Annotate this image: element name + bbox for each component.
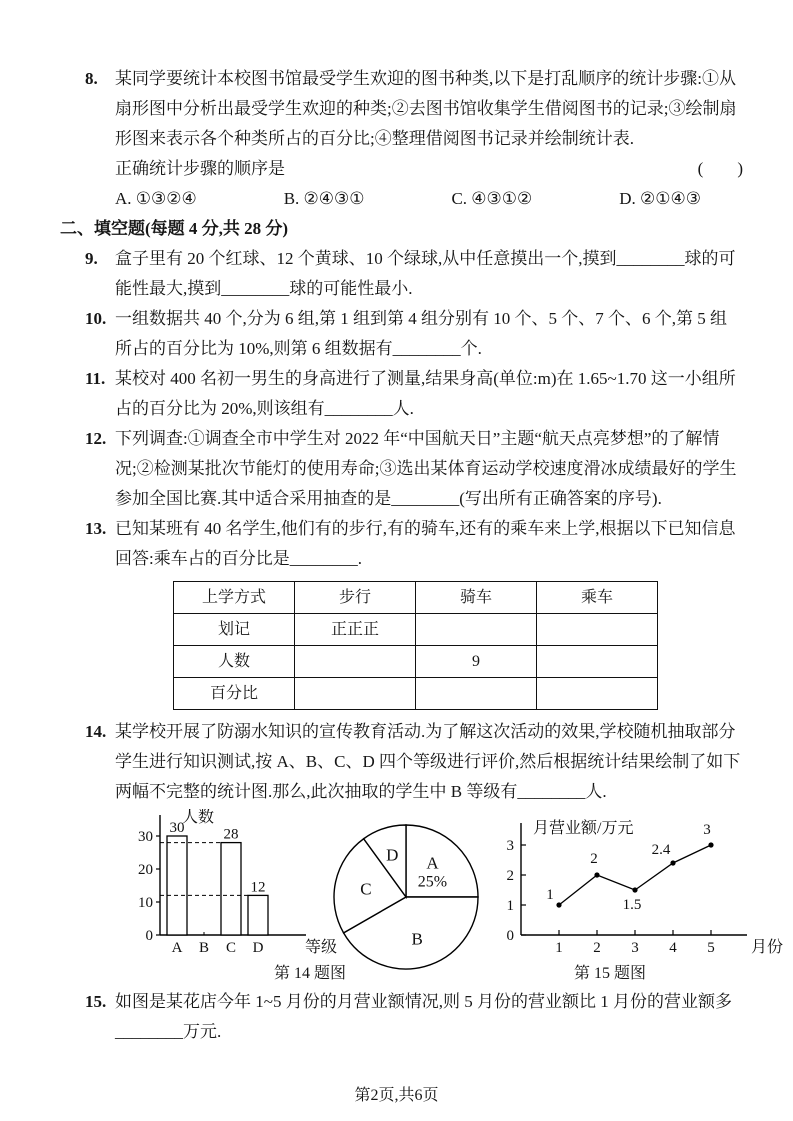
question-11: [85, 364, 743, 424]
question-text: 一组数据共 40 个,分为 6 组,第 1 组到第 4 组分别有 10 个、5 个、7 个、6 个,第 5 组所占的百分比为 10%,则第 6 组数据有________个.: [115, 309, 727, 358]
table-cell: [537, 614, 658, 646]
x-tick-label: D: [252, 940, 264, 956]
y-axis-label: 月营业额/万元: [533, 820, 634, 837]
question-number: 14.: [85, 722, 107, 741]
question-number: 12.: [85, 429, 107, 448]
y-tick-label: 2: [506, 868, 514, 884]
pie-slice-label: C: [360, 879, 372, 899]
pie-slice-label: A: [426, 853, 439, 873]
line-chart: [485, 811, 785, 961]
question-13: [85, 514, 743, 574]
table-cell: [295, 646, 416, 678]
y-tick-label: 1: [506, 898, 514, 914]
y-tick-label: 0: [506, 928, 514, 944]
question-9: [85, 244, 743, 304]
table-cell: 划记: [174, 614, 295, 646]
question-8: [85, 64, 743, 214]
commute-table: [173, 581, 658, 710]
pie-chart: [322, 813, 490, 981]
question-text: 某学校开展了防溺水知识的宣传教育活动.为了解这次活动的效果,学校随机抽取部分学生进行知识测试,按 A、B、C、D 四个等级进行评价,然后根据统计结果绘制了如下两幅不完整的统计图.那么,此次抽取的学生中 B 等级有________人.: [115, 722, 741, 801]
table-cell: 步行: [295, 582, 416, 614]
table-cell: 上学方式: [174, 582, 295, 614]
data-point-label: 2: [590, 851, 598, 867]
x-tick-label: 3: [631, 940, 639, 956]
x-tick-label: A: [171, 940, 183, 956]
y-tick-label: 10: [138, 895, 153, 911]
page-footer: 第2页,共6页: [354, 1087, 439, 1104]
question-text: 下列调查:①调查全市中学生对 2022 年“中国航天日”主题“航天点亮梦想”的了解情况;②检测某批次节能灯的使用寿命;③选出某体育运动学校速度滑冰成绩最好的学生参加全国比赛.其中适合采用抽查的是________(写出所有正确答案的序号).: [115, 429, 737, 508]
question-text: 某校对 400 名初一男生的身高进行了测量,结果身高(单位:m)在 1.65~1.70 这一小组所占的百分比为 20%,则该组有________人.: [115, 369, 736, 418]
question-number: 15.: [85, 992, 107, 1011]
options-row: [115, 184, 743, 214]
answer-bracket: ( ): [697, 159, 743, 178]
data-point: [556, 902, 561, 907]
question-15: [85, 987, 743, 1047]
bar-D: [248, 895, 268, 935]
data-point: [632, 887, 637, 892]
data-point-label: 1.5: [622, 897, 642, 913]
option-c: C. ④③①②: [451, 189, 533, 208]
pie-slice-label: B: [411, 929, 423, 949]
answer-bracket-row: [115, 154, 743, 184]
figure-caption-14: 第 14 题图: [273, 965, 346, 982]
figures-row: [90, 807, 784, 987]
page-content: [60, 64, 784, 1047]
question-prompt: 正确统计步骤的顺序是: [115, 159, 285, 178]
bar-value-label: 28: [223, 826, 239, 843]
table-cell: [295, 678, 416, 710]
data-point: [708, 842, 713, 847]
question-14: [85, 717, 743, 807]
option-d: D. ②①④③: [619, 189, 701, 208]
x-axis-label: 月份: [751, 939, 784, 956]
x-axis-label: 等级: [304, 939, 338, 956]
commute-table-body: [174, 582, 658, 710]
figure-caption-15: 第 15 题图: [573, 965, 646, 982]
table-row: [174, 646, 658, 678]
line-chart-figure: [485, 811, 785, 971]
x-tick-label: 1: [555, 940, 563, 956]
question-text: 已知某班有 40 名学生,他们有的步行,有的骑车,还有的乘车来上学,根据以下已知信息回答:乘车占的百分比是________.: [115, 519, 736, 568]
question-12: [85, 424, 743, 514]
x-tick-label: C: [225, 940, 237, 956]
table-cell: 骑车: [416, 582, 537, 614]
bar-chart-figure: [120, 809, 338, 969]
x-tick-label: 5: [707, 940, 715, 956]
bar-C: [221, 843, 241, 935]
option-b: B. ②④③①: [283, 189, 365, 208]
table-cell: [416, 614, 537, 646]
data-point: [670, 860, 675, 865]
question-number: 13.: [85, 519, 107, 538]
table-cell: [537, 646, 658, 678]
question-10: [85, 304, 743, 364]
pie-slice-pct-label: 25%: [417, 873, 448, 891]
question-text: 如图是某花店今年 1~5 月份的月营业额情况,则 5 月份的营业额比 1 月份的营业额多________万元.: [115, 992, 732, 1041]
table-cell: 乘车: [537, 582, 658, 614]
x-tick-label: 4: [669, 940, 677, 956]
table-cell: 百分比: [174, 678, 295, 710]
option-a: A. ①③②④: [115, 189, 197, 208]
table-row: [174, 678, 658, 710]
table-row: [174, 582, 658, 614]
table-cell: [537, 678, 658, 710]
bar-value-label: 12: [250, 879, 266, 896]
y-axis-label: 人数: [181, 809, 215, 826]
data-point: [594, 872, 599, 877]
question-number: 11.: [85, 369, 106, 388]
table-cell: 正正正: [295, 614, 416, 646]
data-point-label: 1: [546, 887, 554, 903]
table-cell: [416, 678, 537, 710]
bar-chart: [120, 809, 338, 959]
data-point-label: 3: [703, 822, 711, 838]
question-number: 10.: [85, 309, 107, 328]
table-cell: 9: [416, 646, 537, 678]
question-number: 8.: [85, 69, 98, 88]
table-cell: 人数: [174, 646, 295, 678]
table-row: [174, 614, 658, 646]
data-line: [559, 845, 711, 905]
section-title: 二、填空题(每题 4 分,共 28 分): [60, 219, 289, 238]
bar-value-label: 30: [169, 820, 185, 836]
question-text: 某同学要统计本校图书馆最受学生欢迎的图书种类,以下是打乱顺序的统计步骤:①从扇形图中分析出最受学生欢迎的种类;②去图书馆收集学生借阅图书的记录;③绘制扇形图来表示各个种类所占的百分比;④整理借阅图书记录并绘制统计表.: [115, 69, 737, 148]
x-tick-label: 2: [593, 940, 601, 956]
question-number: 9.: [85, 249, 98, 268]
y-tick-label: 0: [145, 928, 153, 944]
y-tick-label: 30: [138, 829, 153, 845]
y-tick-label: 20: [138, 862, 153, 878]
question-text: 盒子里有 20 个红球、12 个黄球、10 个绿球,从中任意摸出一个,摸到________球的可能性最大,摸到________球的可能性最小.: [115, 249, 736, 298]
bar-A: [167, 836, 187, 935]
data-point-label: 2.4: [651, 842, 671, 858]
y-tick-label: 3: [506, 838, 514, 854]
x-tick-label: B: [198, 940, 210, 956]
pie-slice-label: D: [386, 845, 399, 865]
